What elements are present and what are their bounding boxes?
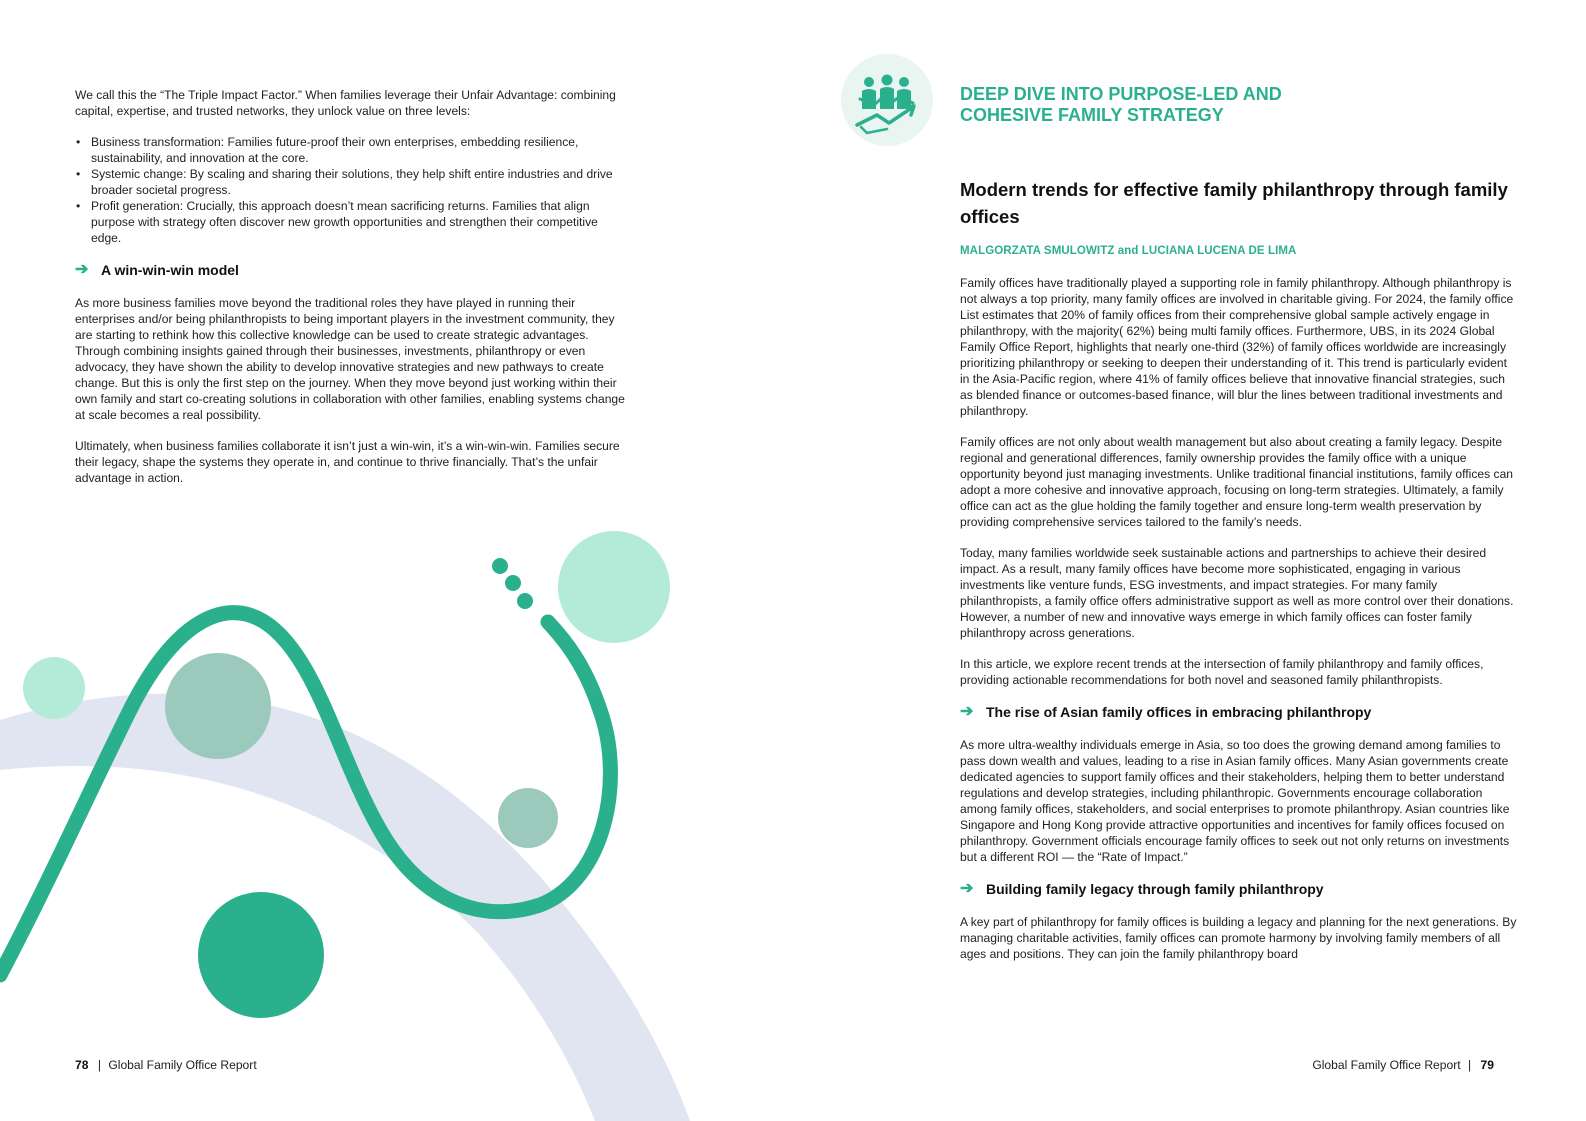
- sage-circle-large: [165, 653, 271, 759]
- arrow-right-icon: ➔: [960, 880, 974, 897]
- paragraph: Today, many families worldwide seek sustainable actions and partnerships to achieve their desired impact. As a result, many family offices have become more sophisticated, engaging in various investments like venture funds, ESG investments, and impact strategies. For many family philanthropists, a family office offers administrative support as well as more control over their donations. However, a number of new and innovative ways emerge in which family offices can foster family philanthropy across generations.: [960, 546, 1514, 640]
- green-dot-1: [492, 558, 508, 574]
- section-title: [960, 84, 1282, 126]
- impact-bullet-list: [75, 134, 630, 246]
- list-item: [75, 166, 630, 198]
- subhead-win-win-win: [75, 261, 630, 279]
- right-text-column: [960, 275, 1517, 977]
- subhead-family-legacy: [960, 880, 1517, 898]
- bullet-mark: •: [76, 167, 81, 181]
- left-footer: [75, 1058, 257, 1072]
- bullet-text: Systemic change: By scaling and sharing their solutions, they help shift entire industries and drive broader societal progress.: [91, 167, 613, 197]
- paragraph: A key part of philanthropy for family offices is building a legacy and planning for the next generations. By managing charitable activities, family offices can promote harmony by involving family members of all ages and positions. They can join the family philanthropy board: [960, 915, 1517, 961]
- right-page: [793, 0, 1586, 1121]
- sage-circle-small: [498, 788, 558, 848]
- arrow-right-icon: ➔: [75, 261, 89, 278]
- footer-title: Global Family Office Report: [108, 1058, 257, 1072]
- family-growth-icon: [839, 53, 935, 147]
- subhead-text: Building family legacy through family philanthropy: [986, 881, 1324, 897]
- green-circle: [198, 892, 324, 1018]
- article-authors: MALGORZATA SMULOWITZ and LUCIANA LUCENA DE LIMA: [960, 245, 1297, 257]
- footer-separator: |: [1468, 1058, 1472, 1072]
- arrow-right-icon: ➔: [960, 703, 974, 720]
- mint-circle-small: [23, 657, 85, 719]
- footer-separator: |: [97, 1058, 101, 1072]
- bullet-mark: •: [76, 199, 81, 213]
- list-item: [75, 134, 630, 166]
- article-title: Modern trends for effective family philanthropy through family offices: [960, 179, 1508, 227]
- mint-circle-large: [558, 531, 670, 643]
- paragraph: Family offices have traditionally played a supporting role in family philanthropy. Although philanthropy is not always a top priority, many family offices are involved in charitable giving. For 2024, the family office List estimates that 20% of family offices from their comprehensive global sample actively engage in philanthropy, with the majority( 62%) being multi family offices. Furthermore, UBS, in its 2024 Global Family Office Report, highlights that nearly one-third (32%) of family offices worldwide are increasingly prioritizing philanthropy or seeking to deepen their understanding of it. This trend is particularly evident in the Asia-Pacific region, where 41% of family offices believe that innovative financial strategies, such as blended finance or outcomes-based finance, will blur the lines between traditional investments and philanthropy.: [960, 276, 1514, 418]
- subhead-text: The rise of Asian family offices in embracing philanthropy: [986, 704, 1372, 720]
- right-footer: [1312, 1058, 1494, 1072]
- subhead-text: A win-win-win model: [101, 262, 239, 278]
- list-item: [75, 198, 630, 246]
- left-text-column: [75, 87, 630, 501]
- green-dot-2: [505, 575, 521, 591]
- green-dot-3: [517, 593, 533, 609]
- page-number: 78: [75, 1058, 89, 1072]
- paragraph: Family offices are not only about wealth management but also about creating a family legacy. Despite regional and generational differences, family ownership provides the family office with a unique opportunity beyond just managing investments. Unlike traditional financial institutions, family offices can adopt a more cohesive and innovative approach, focusing on long-term strategies. Ultimately, a family office can act as the glue holding the family together and ensure long-term wealth preservation by providing comprehensive services tailored to the family’s needs.: [960, 435, 1514, 529]
- bullet-text: Business transformation: Families future-proof their own enterprises, embedding resilience, sustainability, and innovation at the core.: [91, 135, 579, 165]
- section-title-line: COHESIVE FAMILY STRATEGY: [960, 105, 1224, 125]
- bullet-mark: •: [76, 135, 81, 149]
- paragraph: As more business families move beyond the traditional roles they have played in running their enterprises and/or being philanthropists to being important players in the investment community, they are starting to rethink how this collective knowledge can be used to create strategic advantages. Through combining insights gained through their businesses, investments, philanthropy or even advocacy, they have shown the ability to develop innovative strategies and new pathways to create change. But this is only the first step on the journey. When they move beyond just working within their own family and start co-creating solutions in collaboration with other families, enabling systems change at scale becomes a real possibility.: [75, 296, 625, 422]
- paragraph: As more ultra-wealthy individuals emerge in Asia, so too does the growing demand among families to pass down wealth and values, leading to a rise in Asian family offices. Many Asian governments create dedicated agencies to support family offices and their stakeholders, helping them to better understand regulations and develop strategies, including philanthropic. Governments encourage collaboration among family offices, stakeholders, and social enterprises to promote philanthropy. Asian countries like Singapore and Hong Kong provide attractive opportunities and incentives for family offices focused on philanthropy. Government officials encourage family offices to seek out not only returns on investments but a different ROI — the “Rate of Impact.”: [960, 738, 1510, 864]
- page-number: 79: [1480, 1058, 1494, 1072]
- paragraph: In this article, we explore recent trends at the intersection of family philanthropy and family offices, providing actionable recommendations for both novel and seasoned family philanthropists.: [960, 657, 1484, 687]
- footer-title: Global Family Office Report: [1312, 1058, 1461, 1072]
- paragraph: Ultimately, when business families collaborate it isn’t just a win-win, it’s a win-win-win. Families secure their legacy, shape the systems they operate in, and continue to thrive financially. That’s the unfair advantage in action.: [75, 439, 620, 485]
- section-title-line: DEEP DIVE INTO PURPOSE-LED AND: [960, 84, 1282, 104]
- subhead-asian-family-offices: [960, 703, 1517, 721]
- intro-paragraph: We call this the “The Triple Impact Factor.” When families leverage their Unfair Advantage: combining capital, expertise, and trusted networks, they unlock value on three levels:: [75, 88, 616, 118]
- bullet-text: Profit generation: Crucially, this approach doesn’t mean sacrificing returns. Families that align purpose with strategy often discover new growth opportunities and strengthen their competitive edge.: [91, 199, 598, 245]
